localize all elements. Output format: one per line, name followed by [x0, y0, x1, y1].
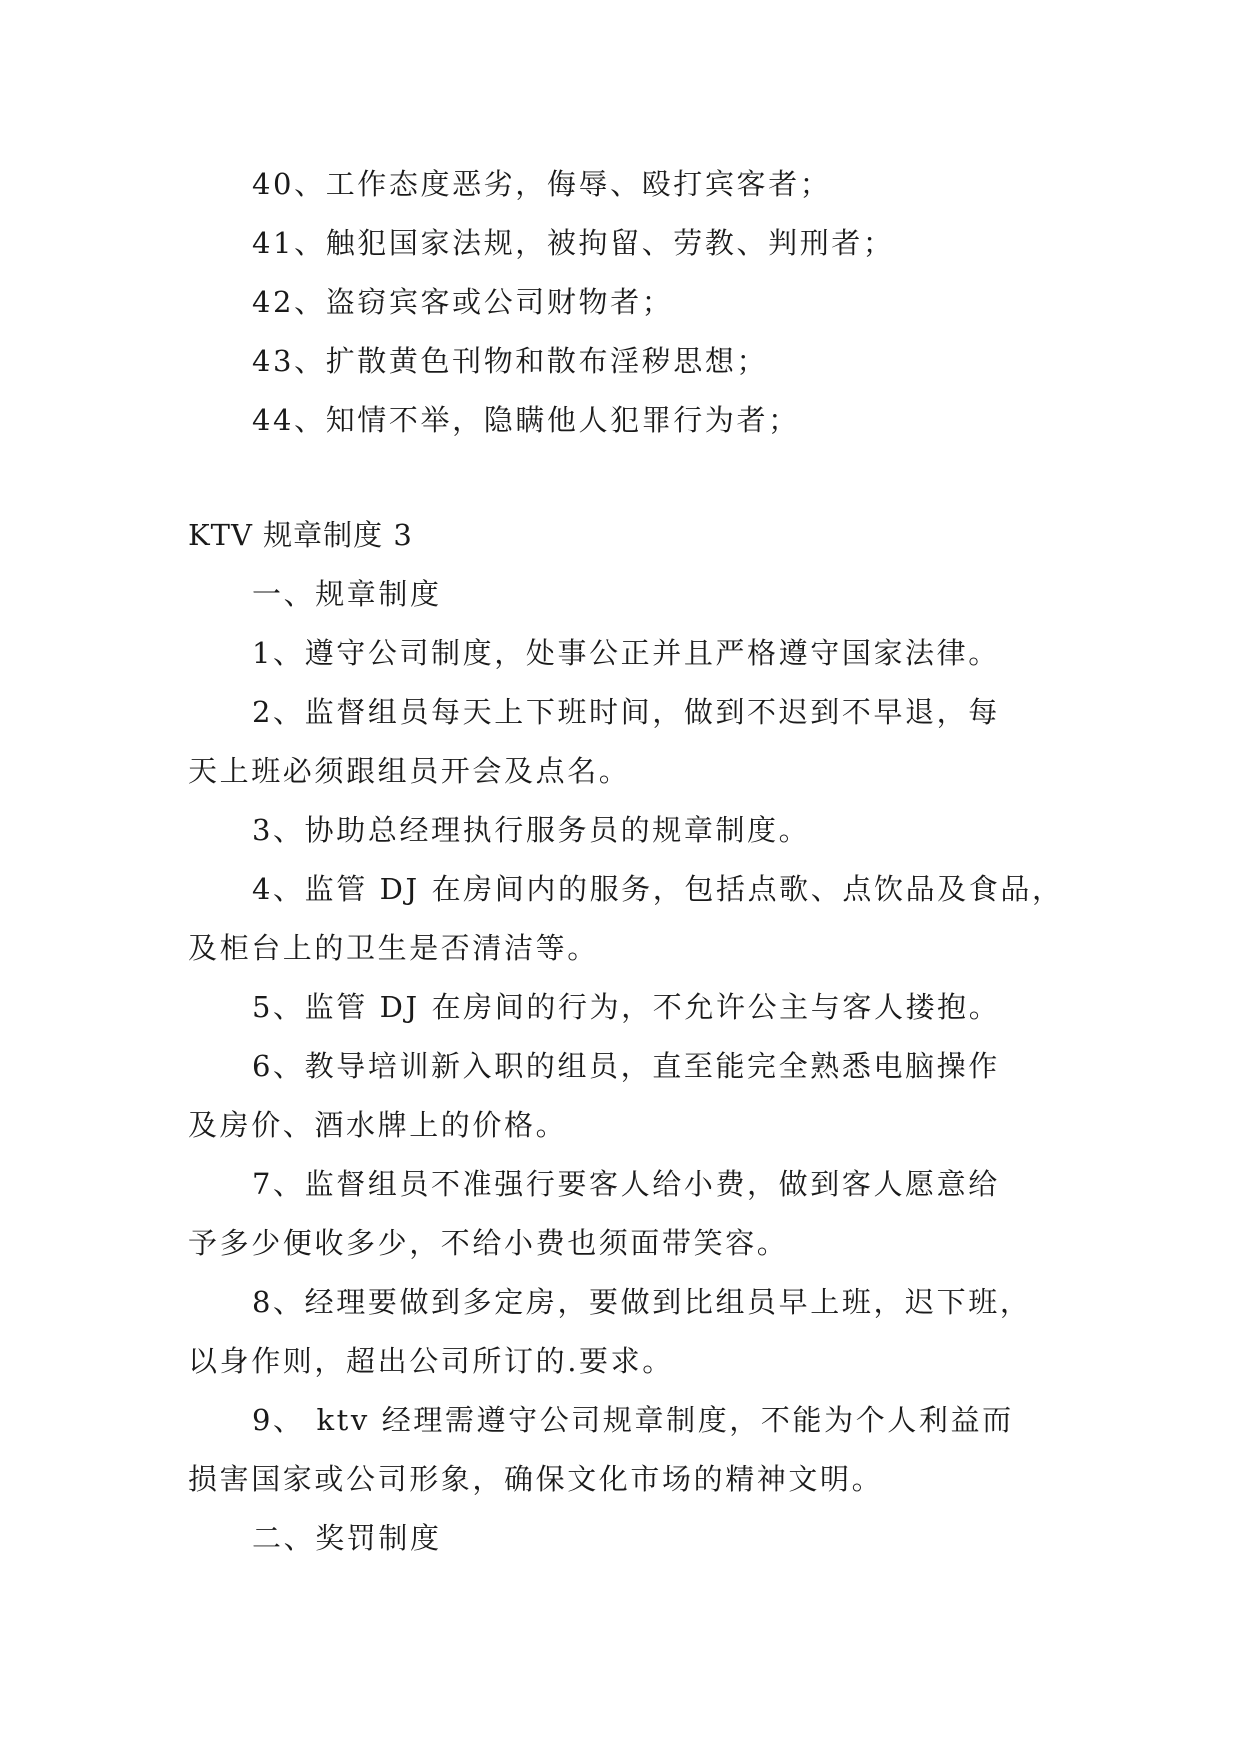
rule-item-continuation: 损害国家或公司形象，确保文化市场的精神文明。 [188, 1462, 884, 1496]
rule-item: 1、遵守公司制度，处事公正并且严格遵守国家法律。 [252, 636, 1000, 670]
rule-item: 8、经理要做到多定房，要做到比组员早上班，迟下班， [252, 1285, 1032, 1319]
rule-item: 9、 ktv 经理需遵守公司规章制度，不能为个人利益而 [252, 1403, 1014, 1437]
list-item: 40、工作态度恶劣，侮辱、殴打宾客者； [252, 167, 832, 201]
list-item: 41、触犯国家法规，被拘留、劳教、判刑者； [252, 226, 895, 260]
rule-item-continuation: 以身作则，超出公司所订的.要求。 [188, 1344, 674, 1378]
list-item: 42、盗窃宾客或公司财物者； [252, 285, 674, 319]
list-item: 44、知情不举，隐瞒他人犯罪行为者； [252, 403, 800, 437]
rule-item: 3、协助总经理执行服务员的规章制度。 [252, 813, 811, 847]
part-title: 二、奖罚制度 [252, 1521, 442, 1555]
rule-item-continuation: 及房价、酒水牌上的价格。 [188, 1108, 568, 1142]
rule-item: 5、监管 DJ 在房间的行为，不允许公主与客人搂抱。 [252, 990, 1001, 1024]
list-item: 43、扩散黄色刊物和散布淫秽思想； [252, 344, 769, 378]
rule-item: 4、监管 DJ 在房间内的服务，包括点歌、点饮品及食品， [252, 872, 1064, 906]
rule-item: 2、监督组员每天上下班时间，做到不迟到不早退，每 [252, 695, 1000, 729]
rule-item-continuation: 天上班必须跟组员开会及点名。 [188, 754, 631, 788]
rule-item-continuation: 予多少便收多少，不给小费也须面带笑容。 [188, 1226, 789, 1260]
section-title: KTV 规章制度 3 [188, 518, 413, 552]
rule-item: 6、教导培训新入职的组员，直至能完全熟悉电脑操作 [252, 1049, 1000, 1083]
rule-item: 7、监督组员不准强行要客人给小费，做到客人愿意给 [252, 1167, 1000, 1201]
rule-item-continuation: 及柜台上的卫生是否清洁等。 [188, 931, 599, 965]
part-title: 一、规章制度 [252, 577, 442, 611]
